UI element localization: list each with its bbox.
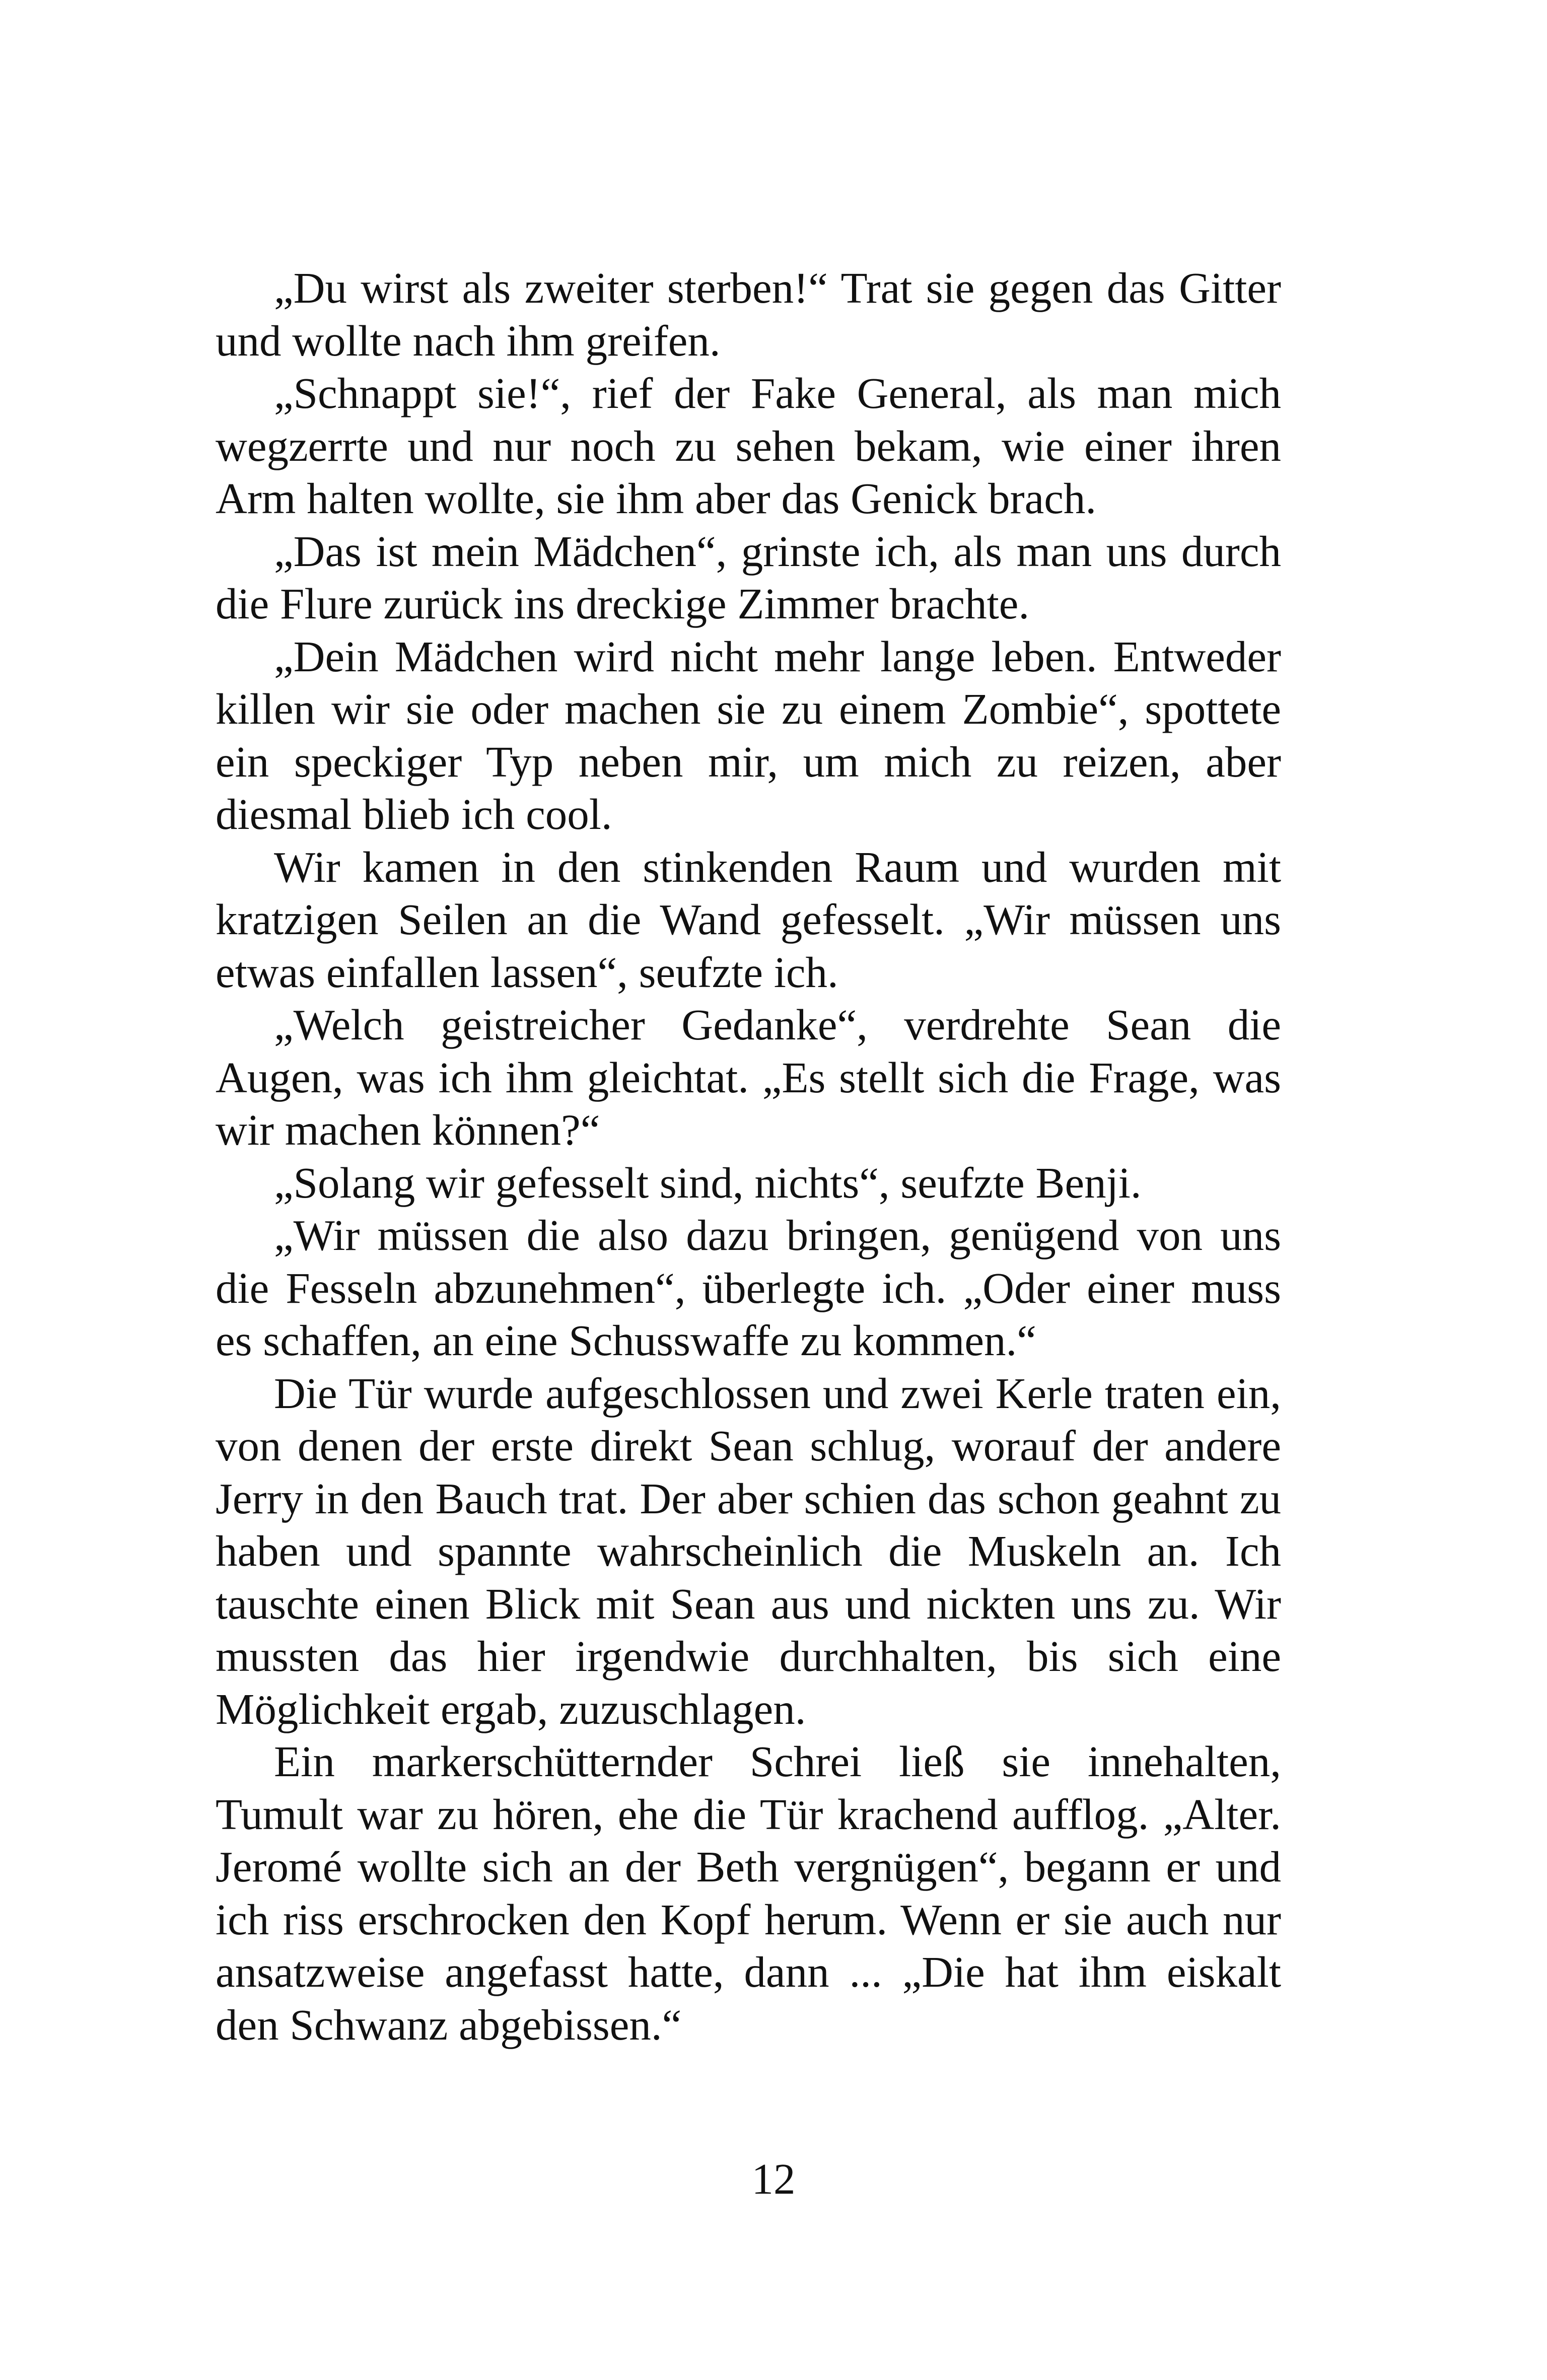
paragraph: Ein markerschütternder Schrei ließ sie innehalten, Tumult war zu hören, ehe die Tür krachend aufflog. „Alter. Jeromé wollte sich an der Beth vergnügen“, begann er und ich riss erschrocken den Kopf herum. Wenn er sie auch nur ansatzweise angefasst hatte, dann ... „Die hat ihm eiskalt den Schwanz abgebissen.“: [216, 1737, 1281, 2049]
paragraph: „Dein Mädchen wird nicht mehr lange leben. Entweder killen wir sie oder machen sie zu einem Zombie“, spottete ein speckiger Typ neben mir, um mich zu reizen, aber diesmal blieb ich cool.: [216, 632, 1281, 838]
paragraph: „Solang wir gefesselt sind, nichts“, seufzte Benji.: [274, 1158, 1142, 1207]
paragraph: „Das ist mein Mädchen“, grinste ich, als man uns durch die Flure zurück ins dreckige Zimmer brachte.: [216, 526, 1281, 628]
paragraph: Wir kamen in den stinkenden Raum und wurden mit kratzigen Seilen an die Wand gefesselt. „Wir müssen uns etwas einfallen lassen“, seufzte ich.: [216, 842, 1281, 997]
paragraph: „Schnappt sie!“, rief der Fake General, als man mich wegzerrte und nur noch zu sehen bekam, wie einer ihren Arm halten wollte, sie ihm aber das Genick brach.: [216, 369, 1281, 523]
body-text: [216, 262, 1281, 2051]
paragraph: „Wir müssen die also dazu bringen, genügend von uns die Fesseln abzunehmen“, überlegte ich. „Oder einer muss es schaffen, an eine Schusswaffe zu kommen.“: [216, 1211, 1281, 1365]
paragraph: Die Tür wurde aufgeschlossen und zwei Kerle traten ein, von denen der erste direkt Sean schlug, worauf der andere Jerry in den Bauch trat. Der aber schien das schon geahnt zu haben und spannte wahrscheinlich die Muskeln an. Ich tauschte einen Blick mit Sean aus und nickten uns zu. Wir mussten das hier irgendwie durchhalten, bis sich eine Möglichkeit ergab, zuzuschlagen.: [216, 1368, 1281, 1733]
page-number: 12: [751, 2154, 796, 2203]
paragraph: „Welch geistreicher Gedanke“, verdrehte Sean die Augen, was ich ihm gleichtat. „Es stellt sich die Frage, was wir machen können?“: [216, 1000, 1281, 1154]
paragraph: „Du wirst als zweiter sterben!“ Trat sie gegen das Gitter und wollte nach ihm greifen.: [216, 263, 1281, 365]
